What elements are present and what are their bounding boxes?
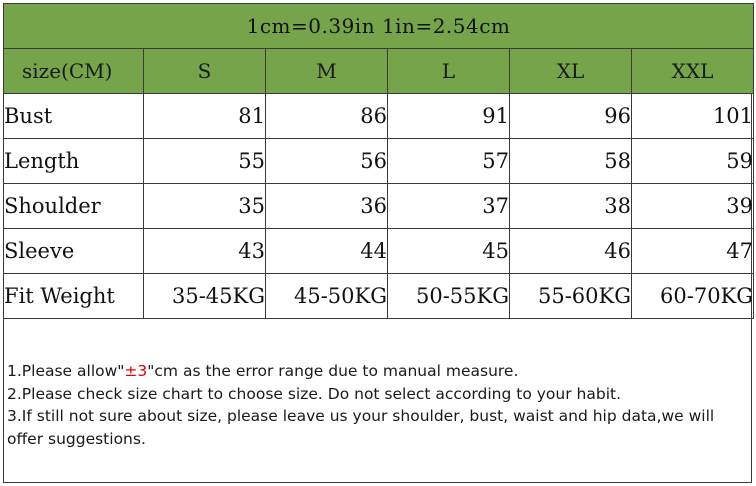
table-cell: 43 [144,229,266,274]
header-size-m: M [266,49,388,94]
row-label: Shoulder [4,184,144,229]
row-label: Length [4,139,144,184]
note-1-end: "cm as the error range due to manual measure. [147,362,519,380]
header-size-l: L [388,49,510,94]
table-cell: 57 [388,139,510,184]
table-row-fit-weight [4,274,754,319]
table-cell: 101 [632,94,754,139]
table-cell: 35 [144,184,266,229]
table-cell: 44 [266,229,388,274]
header-size-s: S [144,49,266,94]
notes-section [7,360,747,450]
table-cell: 81 [144,94,266,139]
row-label: Bust [4,94,144,139]
conversion-row [4,4,754,49]
note-2: 2.Please check size chart to choose size. Do not select according to your habit. [7,384,622,403]
unit-conversion: 1cm=0.39in 1in=2.54cm [4,4,754,49]
note-3: 3.If still not sure about size, please leave us your shoulder, bust, waist and hip data,we will offer suggestions. [7,407,715,448]
table-cell: 96 [510,94,632,139]
header-size-xxl: XXL [632,49,754,94]
table-cell: 38 [510,184,632,229]
table-cell: 37 [388,184,510,229]
table-cell: 45-50KG [266,274,388,319]
header-size-xl: XL [510,49,632,94]
row-label: Fit Weight [4,274,144,319]
note-1-start: 1.Please allow" [7,362,125,380]
table-cell: 55 [144,139,266,184]
table-cell: 59 [632,139,754,184]
table-cell: 60-70KG [632,274,754,319]
size-table [3,3,754,319]
table-cell: 58 [510,139,632,184]
table-row-sleeve [4,229,754,274]
header-size-label: size(CM) [4,49,144,94]
table-cell: 45 [388,229,510,274]
table-row-shoulder [4,184,754,229]
table-cell: 39 [632,184,754,229]
error-range-value: ±3 [124,362,148,380]
table-row-bust [4,94,754,139]
table-cell: 91 [388,94,510,139]
table-cell: 55-60KG [510,274,632,319]
table-cell: 47 [632,229,754,274]
header-row [4,49,754,94]
table-cell: 35-45KG [144,274,266,319]
table-cell: 86 [266,94,388,139]
note-1 [7,360,747,383]
row-label: Sleeve [4,229,144,274]
table-cell: 36 [266,184,388,229]
table-cell: 56 [266,139,388,184]
table-cell: 46 [510,229,632,274]
table-cell: 50-55KG [388,274,510,319]
table-row-length [4,139,754,184]
